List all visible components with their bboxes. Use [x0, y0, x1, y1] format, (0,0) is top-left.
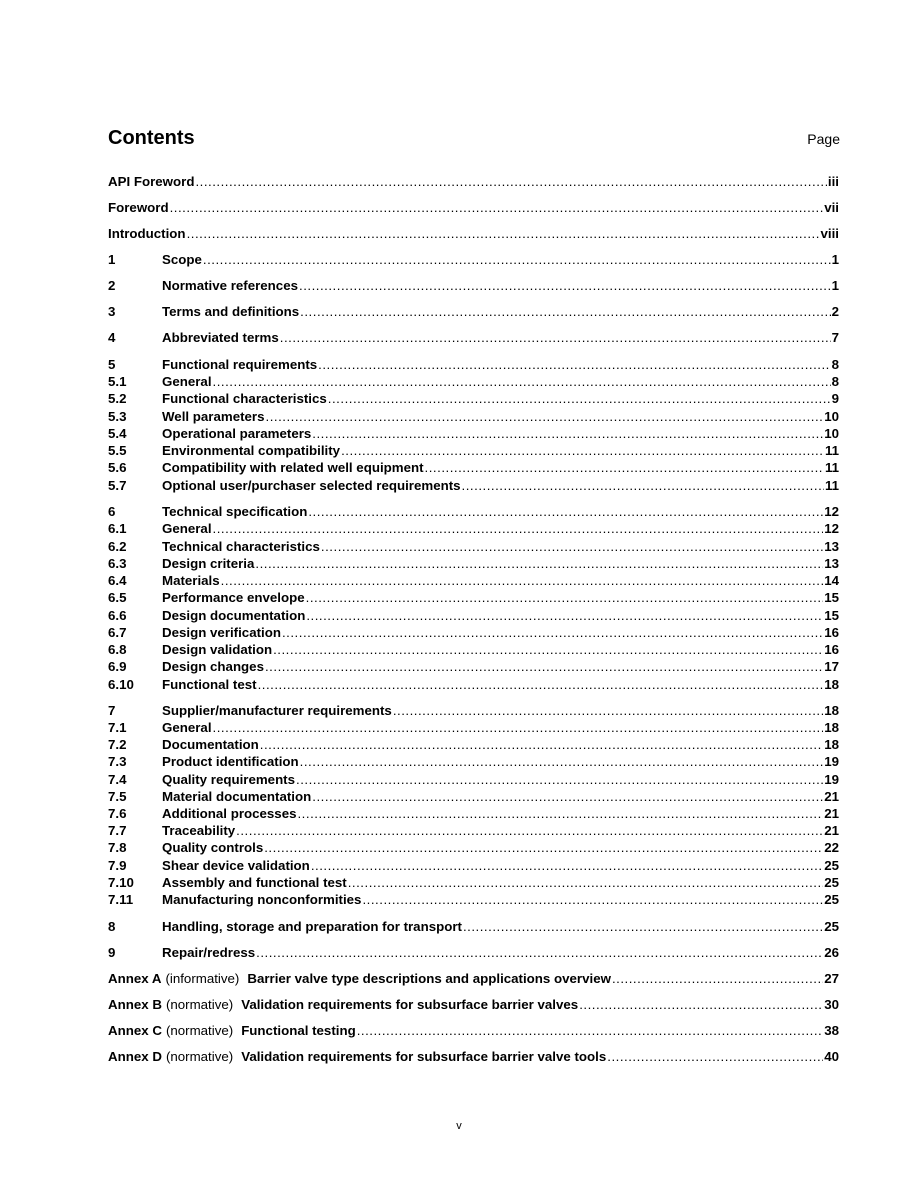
toc-entry-number: 7.9: [108, 858, 127, 873]
toc-leader-dots: [312, 788, 823, 805]
toc-entry-clause-8[interactable]: [108, 918, 839, 935]
toc-entry-number: 5.1: [108, 374, 127, 389]
toc-leader-dots: [203, 251, 831, 268]
toc-entry-annex-d[interactable]: [108, 1048, 839, 1065]
toc-entry-title: Design validation: [162, 642, 273, 657]
toc-entry-title: Operational parameters: [162, 426, 312, 441]
toc-entry-title: Optional user/purchaser selected requirements: [162, 478, 461, 493]
toc-entry-title: Abbreviated terms: [162, 330, 279, 345]
toc-entry-clause-7-2[interactable]: [108, 736, 839, 753]
toc-entry-number: 6: [108, 504, 116, 519]
toc-entry-page: 9: [831, 391, 839, 406]
toc-entry-number: 6.7: [108, 625, 127, 640]
toc-entry-title: Additional processes: [162, 806, 297, 821]
toc-entry-clause-6-5[interactable]: [108, 589, 839, 606]
toc-leader-dots: [300, 303, 830, 320]
toc-entry-clause-5-1[interactable]: [108, 373, 839, 390]
toc-leader-dots: [299, 277, 831, 294]
toc-entry-page: 18: [824, 677, 839, 692]
toc-entry-clause-5[interactable]: [108, 356, 839, 373]
toc-entry-clause-2[interactable]: [108, 277, 839, 294]
toc-entry-title: API Foreword: [108, 174, 195, 189]
toc-entry-title: Validation requirements for subsurface barrier valves: [241, 997, 579, 1012]
toc-entry-page: 26: [824, 945, 839, 960]
toc-entry-title: Product identification: [162, 754, 299, 769]
toc-leader-dots: [328, 390, 831, 407]
toc-entry-clause-6-3[interactable]: [108, 555, 839, 572]
toc-entry-page: 10: [824, 426, 839, 441]
toc-entry-number: 6.10: [108, 677, 134, 692]
toc-leader-dots: [607, 1048, 823, 1065]
toc-leader-dots: [393, 702, 823, 719]
toc-leader-dots: [463, 918, 823, 935]
toc-entry-title: Material documentation: [162, 789, 312, 804]
toc-entry-clause-7-9[interactable]: [108, 857, 839, 874]
toc-entry-number: 7.10: [108, 875, 134, 890]
toc-leader-dots: [579, 996, 823, 1013]
toc-entry-clause-7-1[interactable]: [108, 719, 839, 736]
toc-entry-title: Functional testing: [241, 1023, 356, 1038]
toc-entry-title: Terms and definitions: [162, 304, 300, 319]
toc-entry-number: 8: [108, 919, 116, 934]
contents-header: [108, 124, 840, 152]
toc-entry-clause-5-2[interactable]: [108, 390, 839, 407]
toc-leader-dots: [306, 607, 823, 624]
toc-entry-page: 38: [824, 1023, 839, 1038]
toc-entry-page: 11: [824, 460, 839, 475]
toc-leader-dots: [348, 874, 823, 891]
toc-entry-page: 18: [824, 720, 839, 735]
toc-entry-title: Compatibility with related well equipment: [162, 460, 424, 475]
toc-entry-page: 8: [831, 374, 839, 389]
toc-entry-page: 18: [824, 703, 839, 718]
toc-entry-title: Functional test: [162, 677, 257, 692]
toc-entry-annex-a[interactable]: [108, 970, 839, 987]
toc-leader-dots: [256, 944, 823, 961]
toc-entry-title: Handling, storage and preparation for transport: [162, 919, 462, 934]
toc-entry-clause-6-9[interactable]: [108, 658, 839, 675]
toc-entry-title: General: [162, 720, 212, 735]
toc-entry-api-foreword[interactable]: [108, 173, 839, 190]
toc-entry-clause-5-4[interactable]: [108, 425, 839, 442]
toc-leader-dots: [612, 970, 823, 987]
annex-label: Annex B: [108, 997, 162, 1012]
toc-entry-title: Introduction: [108, 226, 186, 241]
toc-entry-title: Documentation: [162, 737, 259, 752]
toc-entry-clause-7-10[interactable]: [108, 874, 839, 891]
page-title: Contents: [108, 127, 195, 149]
toc-entry-page: 11: [824, 478, 839, 493]
toc-entry-clause-9[interactable]: [108, 944, 839, 961]
toc-entry-clause-7-6[interactable]: [108, 805, 839, 822]
toc-entry-foreword[interactable]: [108, 199, 839, 216]
toc-entry-clause-1[interactable]: [108, 251, 839, 268]
toc-entry-number: 5.4: [108, 426, 127, 441]
toc-entry-title: Foreword: [108, 200, 169, 215]
toc-entry-page: 25: [824, 919, 839, 934]
toc-leader-dots: [187, 225, 820, 242]
toc-entry-number: 6.9: [108, 659, 127, 674]
toc-entry-title: Materials: [162, 573, 220, 588]
toc-entry-title: Design verification: [162, 625, 281, 640]
toc-entry-number: 7.3: [108, 754, 127, 769]
annex-type: (informative): [165, 971, 240, 986]
annex-label: Annex C: [108, 1023, 162, 1038]
toc-entry-title: Scope: [162, 252, 202, 267]
toc-entry-annex-b[interactable]: [108, 996, 839, 1013]
toc-entry-title: Validation requirements for subsurface barrier valve tools: [241, 1049, 607, 1064]
toc-entry-number: 5: [108, 357, 116, 372]
toc-leader-dots: [213, 373, 831, 390]
toc-entry-title: Barrier valve type descriptions and applications overview: [247, 971, 611, 986]
toc-entry-number: 7.4: [108, 772, 127, 787]
toc-entry-annex-c[interactable]: [108, 1022, 839, 1039]
toc-entry-clause-7-4[interactable]: [108, 771, 839, 788]
toc-entry-page: 12: [824, 521, 839, 536]
toc-leader-dots: [311, 857, 823, 874]
toc-entry-number: 5.2: [108, 391, 127, 406]
toc-entry-page: 27: [824, 971, 839, 986]
toc-entry-title: Design criteria: [162, 556, 255, 571]
toc-leader-dots: [362, 891, 823, 908]
toc-entry-title: Technical specification: [162, 504, 308, 519]
toc-entry-page: 1: [831, 252, 839, 267]
toc-entry-title: General: [162, 521, 212, 536]
annex-type: (normative): [165, 1023, 234, 1038]
toc-entry-number: 5.7: [108, 478, 127, 493]
toc-entry-page: 1: [831, 278, 839, 293]
toc-entry-page: 16: [824, 625, 839, 640]
toc-entry-number: 6.2: [108, 539, 127, 554]
toc-entry-clause-7-3[interactable]: [108, 753, 839, 770]
annex-label: Annex A: [108, 971, 162, 986]
toc-entry-clause-7-7[interactable]: [108, 822, 839, 839]
toc-entry-page: 7: [831, 330, 839, 345]
toc-entry-number: 7.11: [108, 892, 134, 907]
toc-entry-title: Functional requirements: [162, 357, 318, 372]
toc-entry-title: Shear device validation: [162, 858, 310, 873]
toc-entry-number: 2: [108, 278, 116, 293]
toc-entry-page: iii: [827, 174, 839, 189]
toc-leader-dots: [266, 408, 824, 425]
toc-entry-title: Environmental compatibility: [162, 443, 341, 458]
toc-entry-title: Assembly and functional test: [162, 875, 347, 890]
toc-entry-number: 4: [108, 330, 116, 345]
toc-entry-title: Design changes: [162, 659, 264, 674]
toc-leader-dots: [213, 719, 824, 736]
toc-leader-dots: [297, 805, 823, 822]
toc-entry-number: 7.7: [108, 823, 127, 838]
toc-entry-clause-6-7[interactable]: [108, 624, 839, 641]
toc-entry-clause-5-6[interactable]: [108, 459, 839, 476]
toc-entry-number: 7.6: [108, 806, 127, 821]
toc-leader-dots: [255, 555, 823, 572]
toc-entry-clause-7-5[interactable]: [108, 788, 839, 805]
toc-entry-page: 13: [824, 556, 839, 571]
toc-entry-page: 18: [824, 737, 839, 752]
toc-leader-dots: [258, 676, 824, 693]
toc-leader-dots: [341, 442, 824, 459]
toc-entry-page: 15: [824, 608, 839, 623]
toc-leader-dots: [265, 658, 823, 675]
toc-entry-page: 10: [824, 409, 839, 424]
toc-entry-page: 19: [824, 772, 839, 787]
toc-entry-number: 7.2: [108, 737, 127, 752]
toc-entry-title: Quality controls: [162, 840, 264, 855]
toc-entry-title: Well parameters: [162, 409, 265, 424]
toc-leader-dots: [282, 624, 823, 641]
annex-label: Annex D: [108, 1049, 162, 1064]
toc-entry-page: 15: [824, 590, 839, 605]
toc-entry-page: 21: [824, 806, 839, 821]
toc-leader-dots: [280, 329, 831, 346]
toc-entry-clause-6-6[interactable]: [108, 607, 839, 624]
toc-entry-title: Functional characteristics: [162, 391, 327, 406]
toc-leader-dots: [236, 822, 823, 839]
toc-entry-page: 30: [824, 997, 839, 1012]
toc-entry-clause-3[interactable]: [108, 303, 839, 320]
toc-entry-title: Repair/redress: [162, 945, 256, 960]
toc-entry-page: 25: [824, 892, 839, 907]
toc-leader-dots: [462, 477, 824, 494]
toc-leader-dots: [318, 356, 830, 373]
toc-entry-number: 6.3: [108, 556, 127, 571]
toc-entry-clause-4[interactable]: [108, 329, 839, 346]
toc-entry-page: 21: [824, 823, 839, 838]
toc-entry-page: 2: [831, 304, 839, 319]
toc-entry-introduction[interactable]: [108, 225, 839, 242]
toc-entry-page: 25: [824, 858, 839, 873]
toc-entry-clause-6-10[interactable]: [108, 676, 839, 693]
toc-entry-number: 6.1: [108, 521, 127, 536]
toc-entry-number: 6.4: [108, 573, 127, 588]
toc-entry-title: Manufacturing nonconformities: [162, 892, 362, 907]
toc-entry-title: Technical characteristics: [162, 539, 320, 554]
toc-leader-dots: [321, 538, 823, 555]
toc-entry-page: 21: [824, 789, 839, 804]
toc-entry-number: 6.8: [108, 642, 127, 657]
toc-entry-title: Design documentation: [162, 608, 306, 623]
toc-leader-dots: [260, 736, 823, 753]
toc-entry-page: 19: [824, 754, 839, 769]
toc-entry-clause-7-11[interactable]: [108, 891, 839, 908]
toc-leader-dots: [273, 641, 823, 658]
toc-entry-number: 7.8: [108, 840, 127, 855]
toc-entry-page: 13: [824, 539, 839, 554]
toc-entry-page: 40: [824, 1049, 839, 1064]
toc-entry-page: 25: [824, 875, 839, 890]
toc-entry-clause-6-8[interactable]: [108, 641, 839, 658]
toc-entry-clause-5-3[interactable]: [108, 408, 839, 425]
toc-entry-clause-7[interactable]: [108, 702, 839, 719]
toc-entry-page: 14: [824, 573, 839, 588]
toc-leader-dots: [308, 503, 823, 520]
toc-leader-dots: [221, 572, 824, 589]
toc-entry-title: Supplier/manufacturer requirements: [162, 703, 392, 718]
toc-entry-title: Quality requirements: [162, 772, 296, 787]
toc-entry-number: 7.5: [108, 789, 127, 804]
toc-entry-number: 1: [108, 252, 116, 267]
toc-leader-dots: [357, 1022, 824, 1039]
page-column-label: Page: [807, 131, 840, 147]
toc-entry-title: General: [162, 374, 212, 389]
toc-entry-number: 5.3: [108, 409, 127, 424]
toc-entry-number: 6.6: [108, 608, 127, 623]
toc-leader-dots: [300, 753, 824, 770]
toc-entry-title: Normative references: [162, 278, 298, 293]
toc-leader-dots: [306, 589, 824, 606]
toc-entry-clause-5-5[interactable]: [108, 442, 839, 459]
toc-entry-page: 8: [831, 357, 839, 372]
toc-leader-dots: [213, 520, 824, 537]
toc-entry-clause-6-1[interactable]: [108, 520, 839, 537]
toc-entry-clause-6-2[interactable]: [108, 538, 839, 555]
annex-type: (normative): [165, 997, 234, 1012]
toc-leader-dots: [170, 199, 824, 216]
toc-entry-page: 17: [824, 659, 839, 674]
toc-entry-page: 22: [824, 840, 839, 855]
annex-type: (normative): [165, 1049, 234, 1064]
toc-entry-title: Traceability: [162, 823, 236, 838]
toc-entry-clause-7-8[interactable]: [108, 839, 839, 856]
toc-entry-page: 16: [824, 642, 839, 657]
toc-entry-page: 11: [824, 443, 839, 458]
toc-leader-dots: [264, 839, 823, 856]
toc-entry-number: 7: [108, 703, 116, 718]
toc-entry-number: 7.1: [108, 720, 127, 735]
toc-entry-number: 9: [108, 945, 116, 960]
toc-leader-dots: [425, 459, 824, 476]
toc-entry-number: 5.6: [108, 460, 127, 475]
toc-entry-clause-6-4[interactable]: [108, 572, 839, 589]
toc-entry-clause-6[interactable]: [108, 503, 839, 520]
toc-entry-page: vii: [824, 200, 839, 215]
toc-entry-title: Performance envelope: [162, 590, 305, 605]
toc-entry-clause-5-7[interactable]: [108, 477, 839, 494]
toc-leader-dots: [296, 771, 823, 788]
toc-entry-page: 12: [824, 504, 839, 519]
toc-entry-number: 6.5: [108, 590, 127, 605]
toc-leader-dots: [312, 425, 823, 442]
toc-leader-dots: [195, 173, 826, 190]
toc-entry-page: viii: [820, 226, 839, 241]
toc-entry-number: 5.5: [108, 443, 127, 458]
toc-entry-number: 3: [108, 304, 116, 319]
page-number: v: [456, 1120, 462, 1132]
